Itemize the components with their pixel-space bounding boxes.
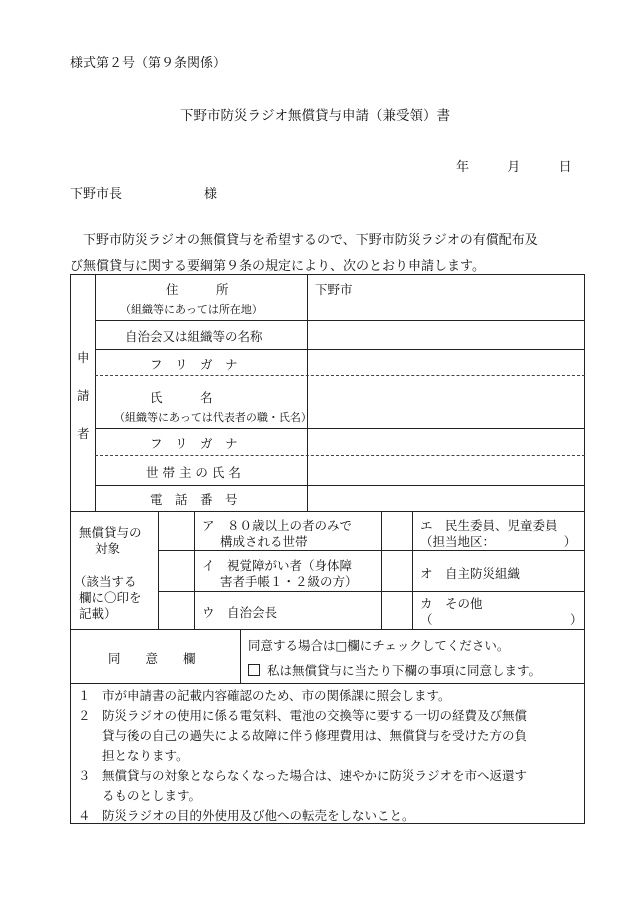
furigana-label: フ リ ガ ナ [150,357,238,372]
option-ka-line-2: （ ） [420,612,583,627]
address-note: （組織等にあっては所在地） [120,303,263,316]
eligibility-label-4: 欄に〇印を [79,590,142,605]
consent-label: 同 意 欄 [108,651,196,666]
note-item: ３ 無償貸与の対象とならなくなった場合は、速やかに防災ラジオを市へ返還す るものとします。 [78,768,528,803]
option-a-line-1: ア ８０歳以上の者のみで [202,518,353,533]
eligibility-label-5: 記載） [79,606,117,621]
eligibility-label-3: （該当する [74,574,137,589]
phone-label: 電 話 番 号 [150,492,238,507]
option-a-line-2: 構成される世帯 [220,534,308,549]
note-item: ４ 防災ラジオの目的外使用及び他への転売をしないこと。 [78,808,415,823]
intro-paragraph [70,228,590,280]
name-label: 氏 名 [150,390,213,405]
option-u: ウ 自治会長 [202,605,278,620]
eligibility-label-1: 無償貸与の [79,525,142,540]
application-table [70,274,585,824]
applicant-label-3: 者 [77,426,90,441]
householder-label: 世 帯 主 の 氏 名 [146,465,241,480]
consent-checkbox[interactable] [248,664,260,676]
option-ka-line-1: カ その他 [420,596,483,611]
form-number: 様式第２号（第９条関係） [70,56,227,71]
applicant-label-2: 請 [77,388,90,403]
option-e-line-2: （担当地区： ） [420,534,577,549]
consent-instruction: 同意する場合は□欄にチェックしてください。 [248,638,510,653]
name-note: （組織等にあっては代表者の職・氏名） [114,411,312,424]
address-label: 住 所 [166,282,229,297]
consent-statement-text: 私は無償貸与に当たり下欄の事項に同意します。 [266,663,541,678]
org-name-label: 自治会又は組織等の名称 [125,329,263,344]
option-i-line-1: イ 視覚障がい者（身体障 [202,558,353,573]
intro-line-2: び無償貸与に関する要綱第９条の規定により、次のとおり申請します。 [70,259,485,274]
option-i-line-2: 害者手帳１・２級の方） [220,574,358,589]
addressee [70,183,217,202]
note-item: ２ 防災ラジオの使用に係る電気料、電池の交換等に要する一切の経費及び無償 貸与後の自己の過失による故障に伴う修理費用は、無償貸与を受けた方の負 担となります。 [78,708,528,763]
addressee-suffix: 様 [204,187,218,202]
eligibility-label-2: 対象 [95,541,121,556]
applicant-label-1: 申 [77,350,90,365]
furigana-label-2: フ リ ガ ナ [150,436,238,451]
date-year-label: 年 [456,160,470,175]
date-day-label: 日 [558,160,572,175]
notes-list [78,686,578,826]
intro-line-1: 下野市防災ラジオの無償貸与を希望するので、下野市防災ラジオの有償配布及 [83,233,538,248]
date-month-label: 月 [507,160,521,175]
document-title: 下野市防災ラジオ無償貸与申請（兼受領）書 [180,108,450,124]
addressee-name: 下野市長 [70,187,123,202]
date-line [456,156,572,175]
option-e-line-1: エ 民生委員、児童委員 [420,518,558,533]
option-o: オ 自主防災組織 [420,566,521,581]
note-item: １ 市が申請書の記載内容確認のため、市の関係課に照会します。 [78,688,451,703]
address-value[interactable]: 下野市 [315,282,353,297]
consent-statement [248,661,541,679]
